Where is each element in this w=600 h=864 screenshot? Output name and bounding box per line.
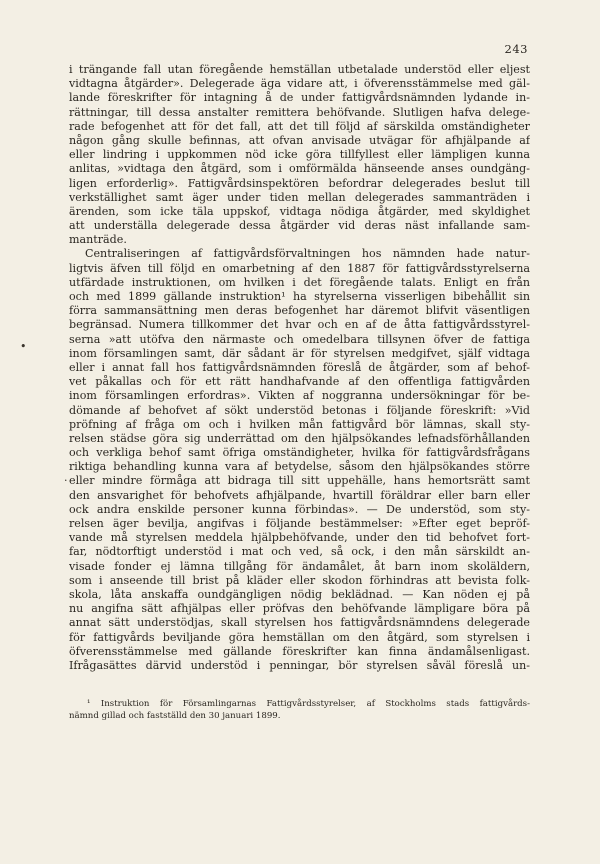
text-line: den ansvarighet för behofvets afhjälpande, hvartill föräldrar eller barn eller: [69, 488, 530, 502]
body-text: [69, 63, 530, 673]
footnote-line: ¹ Instruktion för Församlingarnas Fattigvårdsstyrelser, af Stockholms stads fattigvårds-: [87, 699, 530, 709]
text-line: Ifrågasättes därvid understöd i penningar, bör styrelsen såväl föreslå un-: [69, 658, 530, 672]
margin-mark: •: [20, 340, 27, 353]
text-line: utfärdade instruktionen, om hvilken i det föregående talats. Enligt en från: [69, 275, 530, 289]
text-line: inom församlingen erfordras». Vikten af noggranna undersökningar för be-: [69, 389, 530, 403]
text-line: manträde.: [69, 233, 127, 247]
text-line: anlitas, »vidtaga den åtgärd, som i omförmälda hänseende anses oundgäng-: [69, 162, 530, 176]
text-line: som i anseende till brist på kläder eller skodon förhindras att bevista folk-: [69, 573, 530, 587]
text-line: vande må styrelsen meddela hjälpbehöfvande, under den tid behofvet fort-: [69, 531, 530, 545]
text-line: i trängande fall utan föregående hemställan utbetalade understöd eller eljest: [69, 63, 530, 76]
text-line: pröfning af fråga om och i hvilken mån fattigvård bör lämnas, skall sty-: [69, 417, 530, 431]
text-line: rade befogenhet att för det fall, att det till följd af särskilda omständigheter: [69, 119, 530, 133]
footnote-line: nämnd gillad och fastställd den 30 januari 1899.: [69, 711, 281, 721]
text-line: relsen äger bevilja, angifvas i följande bestämmelser: »Efter eget bepröf-: [69, 517, 530, 530]
text-line: någon gång skulle befinnas, att ofvan anvisade utvägar för afhjälpande af: [69, 133, 530, 147]
text-line: verkställighet samt äger under tiden mellan delegerades sammanträden i: [69, 190, 530, 204]
text-line: ligtvis äfven till följd en omarbetning af den 1887 för fattigvårdsstyrelserna: [69, 261, 530, 275]
text-line: eller lindring i uppkommen nöd icke göra tillfyllest eller lämpligen kunna: [69, 148, 530, 162]
text-line: vet påkallas och för ett rätt handhafvande af den offentliga fattigvården: [69, 375, 530, 389]
text-line: dömande af behofvet af sökt understöd betonas i följande föreskrift: »Vid: [69, 403, 530, 417]
text-line: nu angifna sätt afhjälpas eller pröfvas den behöfvande lämpligare böra på: [69, 602, 530, 616]
text-line: för fattigvårds beviljande göra hemställan om den åtgärd, som styrelsen i: [69, 630, 530, 644]
text-line: ärenden, som icke täla uppskof, vidtaga nödiga åtgärder, med skyldighet: [69, 204, 530, 218]
text-line: annat sätt understödjas, skall styrelsen hos fattigvårdsnämndens delegerade: [69, 616, 530, 630]
text-line: riktiga behandling kunna vara af betydelse, såsom den hjälpsökandes större: [69, 460, 530, 474]
text-line: lande föreskrifter för intagning å de under fattigvårdsnämnden lydande in-: [69, 91, 530, 105]
text-line: vidtagna åtgärder». Delegerade äga vidare att, i öfverensstämmelse med gäl-: [69, 77, 530, 91]
footnote: [69, 698, 530, 722]
text-line: eller i annat fall hos fattigvårdsnämnden föreslå de åtgärder, som af behof-: [69, 360, 530, 374]
text-line: begränsad. Numera tillkommer det hvar och en af de åtta fattigvårdsstyrel-: [69, 318, 530, 332]
page-number: 243: [504, 42, 528, 56]
text-line: förra sammansättning men deras befogenhet har däremot blifvit väsentligen: [69, 304, 530, 318]
text-line: och med 1899 gällande instruktion¹ ha styrelserna visserligen bibehållit sin: [69, 290, 530, 303]
text-line: rättningar, till dessa anstalter remittera behöfvande. Slutligen hafva delege-: [69, 105, 530, 119]
text-line: ock andra enskilde personer kunna förbindas». — De understöd, som sty-: [69, 502, 530, 516]
text-line: öfverensstämmelse med gällande föreskrifter kan finna ändamålsenligast.: [69, 644, 530, 658]
margin-mark: ·: [64, 474, 68, 487]
text-line: far, nödtorftigt understöd i mat och ved, så ock, i den mån särskildt an-: [69, 545, 530, 559]
text-line: serna »att utöfva den närmaste och omedelbara tillsynen öfver de fattiga: [69, 332, 530, 346]
text-line: och verkliga behof samt öfriga omständigheter, hvilka för fattigvårdsfrågans: [69, 446, 530, 460]
text-line: eller mindre förmåga att bidraga till sitt uppehälle, hans hemortsrätt samt: [69, 474, 530, 488]
text-line: inom församlingen samt, där sådant är för styrelsen medgifvet, själf vidtaga: [69, 346, 530, 360]
text-line: ligen erforderlig». Fattigvårdsinspektören befordrar delegerades beslut till: [69, 176, 530, 190]
text-line: visade fonder ej lämna tillgång för ändamålet, åt barn inom skoläldern,: [69, 559, 530, 573]
text-line: relsen städse göra sig underrättad om den hjälpsökandes lefnadsförhållanden: [69, 431, 530, 445]
text-line: Centraliseringen af fattigvårdsförvaltningen hos nämnden hade natur-: [85, 247, 530, 261]
text-line: skola, låta anskaffa oundgängligen nödig beklädnad. — Kan nöden ej på: [69, 587, 530, 601]
text-line: att underställa delegerade dessa åtgärder vid deras näst infallande sam-: [69, 219, 530, 233]
